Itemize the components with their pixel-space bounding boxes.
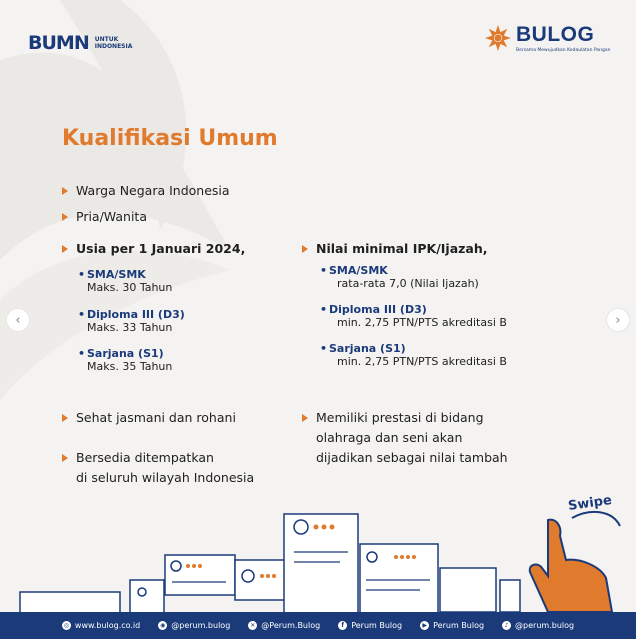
bullet-icon <box>62 414 68 422</box>
dot-icon: • <box>78 347 86 360</box>
bullet-icon <box>302 414 308 422</box>
swipe-label: Swipe <box>567 493 613 514</box>
footer-tiktok-text: @perum.bulog <box>515 621 575 630</box>
ipk-value: rata-rata 7,0 (Nilai Ijazah) <box>337 277 479 290</box>
ipk-item-sma <box>320 264 479 290</box>
bullet-icon <box>62 454 68 462</box>
footer-website-text: www.bulog.co.id <box>74 621 141 630</box>
bulog-wordmark: BULOG <box>516 23 595 46</box>
ipk-item-s1 <box>320 342 507 368</box>
x-icon: ✕ <box>250 622 256 629</box>
bumn-tagline: UNTUK INDONESIA <box>94 36 133 50</box>
footer-youtube-text: Perum Bulog <box>433 621 485 630</box>
item-gender-text: Pria/Wanita <box>76 209 147 224</box>
ipk-heading-text: Nilai minimal IPK/Ijazah, <box>316 241 488 256</box>
ipk-level: SMA/SMK <box>329 264 388 277</box>
dot-icon: • <box>320 342 328 355</box>
bullet-icon <box>62 187 68 195</box>
bullet-icon <box>62 245 68 253</box>
ipk-value: min. 2,75 PTN/PTS akreditasi B <box>337 316 507 329</box>
footer-social-bar <box>0 612 636 639</box>
achievement-line: dijadikan sebagai nilai tambah <box>316 450 508 465</box>
item-achievement <box>302 408 508 468</box>
age-value: Maks. 35 Tahun <box>87 360 173 373</box>
dot-icon: • <box>320 264 328 277</box>
ipk-item-d3 <box>320 303 507 329</box>
age-value: Maks. 33 Tahun <box>87 321 173 334</box>
facebook-icon: f <box>338 621 347 630</box>
item-placement <box>62 448 254 488</box>
age-level: Diploma III (D3) <box>87 308 185 321</box>
tiktok-icon: ♪ <box>502 621 511 630</box>
bullet-icon <box>302 245 308 253</box>
ipk-level: Sarjana (S1) <box>329 342 406 355</box>
page-title: Kualifikasi Umum <box>62 126 278 151</box>
instagram-icon: ◉ <box>160 622 166 629</box>
footer-instagram-text: @perum.bulog <box>171 621 231 630</box>
item-health-text: Sehat jasmani dan rohani <box>76 410 236 425</box>
item-citizen <box>62 181 230 201</box>
bullet-icon <box>62 213 68 221</box>
placement-line: Bersedia ditempatkan <box>76 450 214 465</box>
ipk-level: Diploma III (D3) <box>329 303 427 316</box>
globe-icon: ◎ <box>63 622 70 629</box>
item-citizen-text: Warga Negara Indonesia <box>76 183 230 198</box>
age-value: Maks. 30 Tahun <box>87 281 173 294</box>
footer-x[interactable] <box>248 621 320 630</box>
dot-icon: • <box>78 308 86 321</box>
bulog-emblem-icon <box>484 24 512 52</box>
rating-cards-illustration <box>0 500 636 612</box>
footer-facebook[interactable] <box>338 621 402 630</box>
item-gender <box>62 207 147 227</box>
bumn-logo <box>28 32 149 54</box>
bulog-tagline: Bersama Mewujudkan Kedaulatan Pangan <box>516 48 611 53</box>
bumn-wordmark: BUMN <box>28 32 89 54</box>
bulog-logo <box>484 24 610 53</box>
footer-tiktok[interactable] <box>502 621 574 630</box>
prev-slide-button[interactable]: ‹ <box>6 308 30 332</box>
footer-x-text: @Perum.Bulog <box>261 621 321 630</box>
age-item-s1 <box>78 347 173 373</box>
item-age-heading <box>62 239 245 259</box>
ipk-value: min. 2,75 PTN/PTS akreditasi B <box>337 355 507 368</box>
dot-icon: • <box>320 303 328 316</box>
age-level: Sarjana (S1) <box>87 347 164 360</box>
item-health <box>62 408 236 428</box>
placement-line: di seluruh wilayah Indonesia <box>76 470 255 485</box>
age-item-d3 <box>78 308 185 334</box>
footer-instagram[interactable] <box>158 621 230 630</box>
achievement-line: Memiliki prestasi di bidang <box>316 410 484 425</box>
footer-website[interactable] <box>62 621 140 630</box>
age-level: SMA/SMK <box>87 268 146 281</box>
next-slide-button[interactable]: › <box>606 308 630 332</box>
item-ipk-heading <box>302 239 487 259</box>
age-item-sma <box>78 268 173 294</box>
youtube-icon: ▶ <box>420 621 429 630</box>
dot-icon: • <box>78 268 86 281</box>
footer-facebook-text: Perum Bulog <box>351 621 403 630</box>
age-heading-text: Usia per 1 Januari 2024, <box>76 241 246 256</box>
achievement-line: olahraga dan seni akan <box>316 430 463 445</box>
footer-youtube[interactable] <box>420 621 484 630</box>
